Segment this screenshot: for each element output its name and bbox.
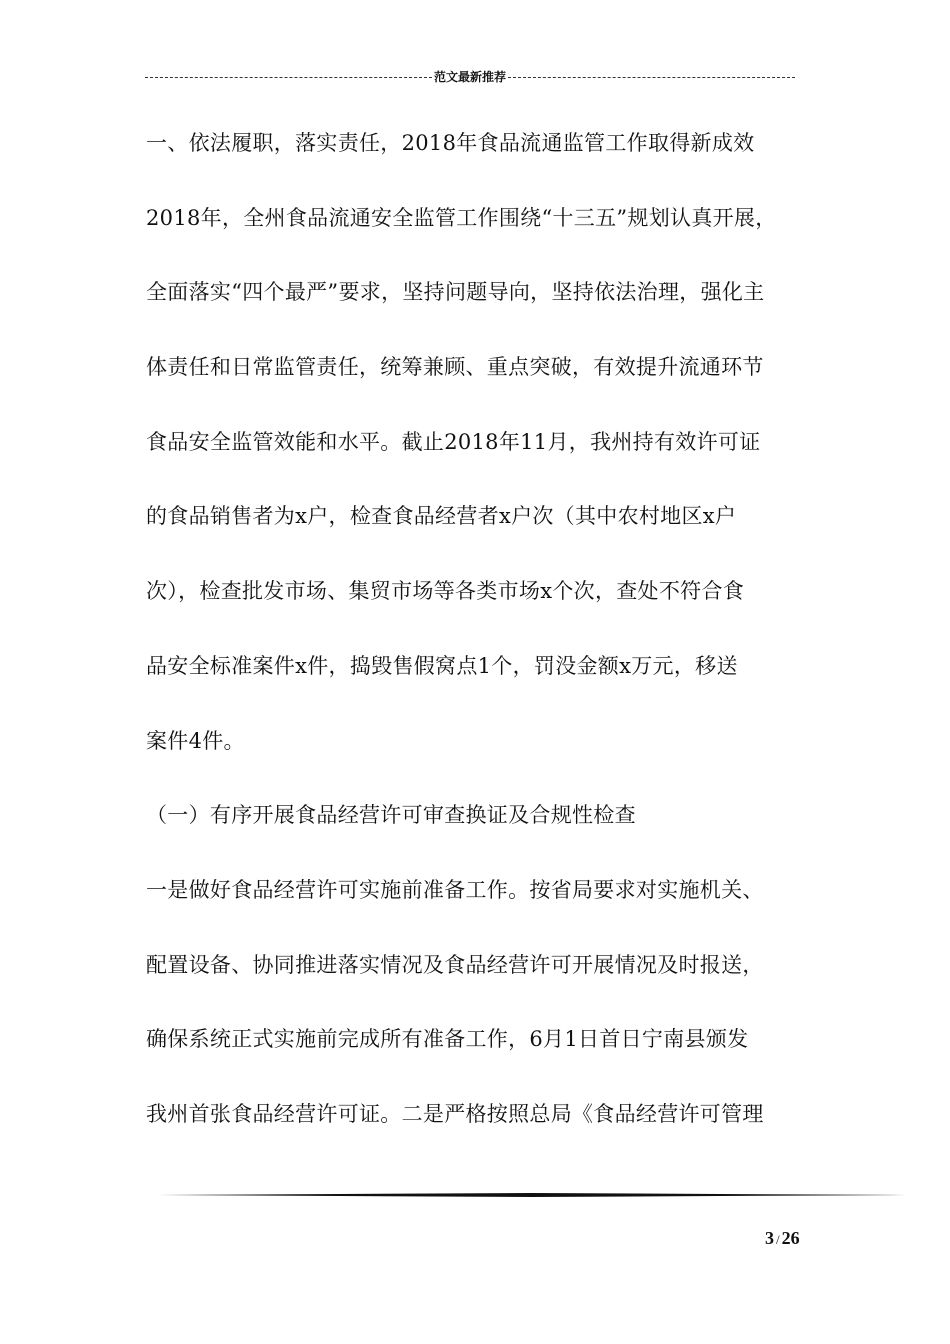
text-line: 确保系统正式实施前完成所有准备工作，6月1日首日宁南县颁发 (146, 1027, 749, 1052)
header-dash-right (508, 77, 795, 78)
text-line: 2018年，全州食品流通安全监管工作围绕“十三五”规划认真开展， (146, 205, 777, 230)
header-dash-left (145, 77, 432, 78)
text-line: 配置设备、协同推进落实情况及食品经营许可开展情况及时报送， (146, 952, 764, 977)
text-line: 的食品销售者为x户，检查食品经营者x户次（其中农村地区x户 (146, 504, 737, 529)
text-line: 次），检查批发市场、集贸市场等各类市场x个次，查处不符合食 (146, 579, 745, 604)
page-number (765, 1228, 800, 1249)
text-line: 一、依法履职，落实责任，2018年食品流通监管工作取得新成效 (146, 131, 755, 155)
text-line: 品安全标准案件x件，捣毁售假窝点1个，罚没金额x万元，移送 (146, 653, 738, 678)
text-line: （一）有序开展食品经营许可审查换证及合规性检查 (146, 803, 636, 828)
footer-divider (158, 1193, 906, 1197)
page-header (145, 68, 795, 85)
text-line: 一是做好食品经营许可实施前准备工作。按省局要求对实施机关、 (146, 877, 764, 902)
header-title: 范文最新推荐 (434, 70, 507, 84)
text-line: 全面落实“四个最严”要求，坚持问题导向，坚持依法治理，强化主 (146, 280, 765, 305)
page-separator: / (776, 1232, 780, 1247)
text-line: 体责任和日常监管责任，统筹兼顾、重点突破，有效提升流通环节 (146, 355, 764, 380)
text-line: 我州首张食品经营许可证。二是严格按照总局《食品经营许可管理 (146, 1101, 764, 1126)
page-current: 3 (765, 1228, 774, 1248)
document-body (146, 113, 806, 1159)
text-line: 食品安全监管效能和水平。截止2018年11月，我州持有效许可证 (146, 429, 761, 454)
page-total: 26 (781, 1228, 800, 1248)
text-line: 案件4件。 (146, 728, 245, 753)
